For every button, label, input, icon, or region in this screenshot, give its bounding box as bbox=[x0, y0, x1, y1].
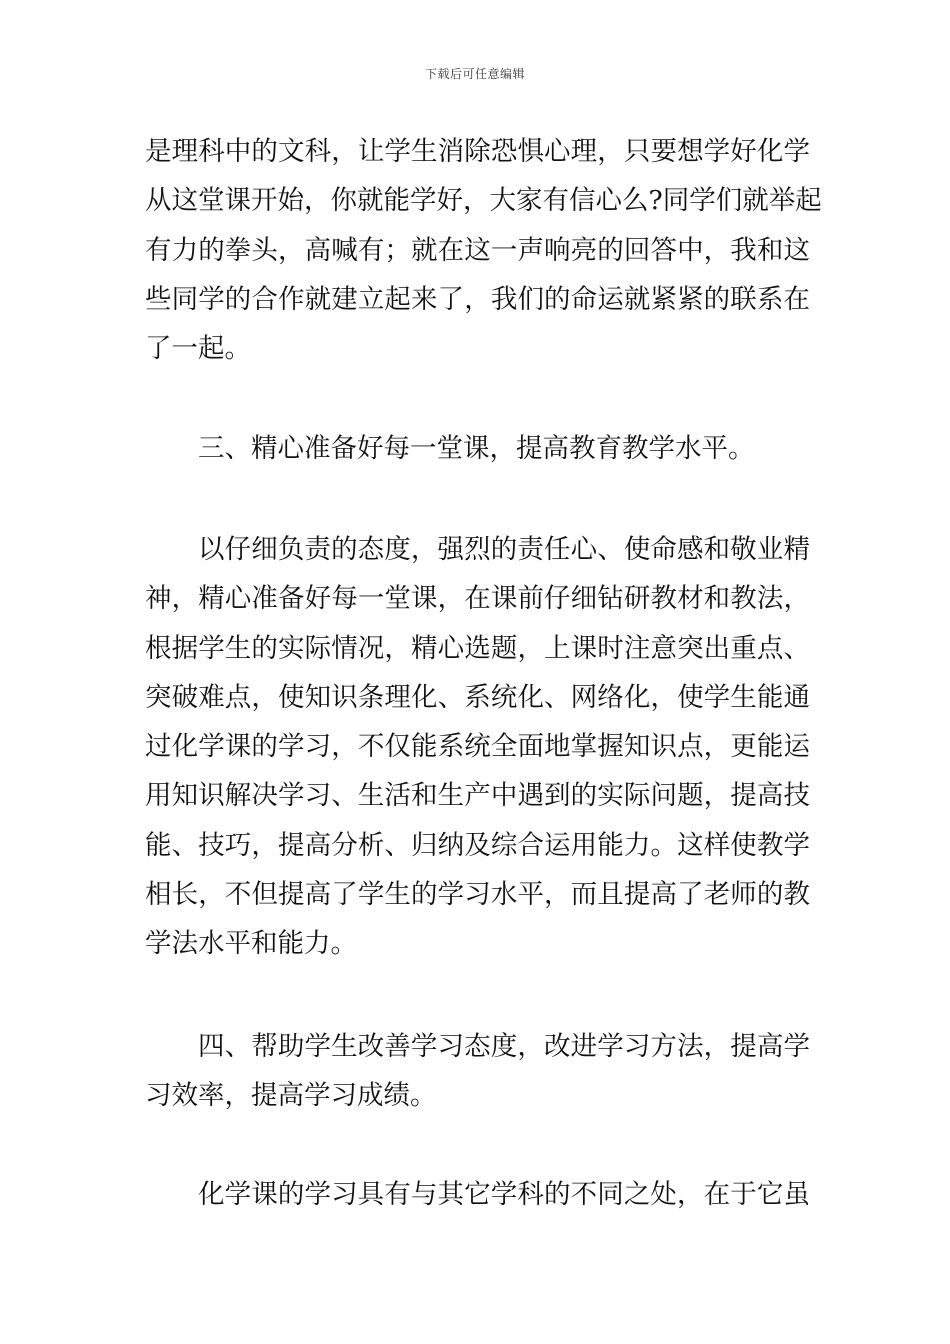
page-header: 下载后可任意编辑 bbox=[424, 67, 525, 81]
text-line: 神，精心准备好每一堂课，在课前仔细钻研教材和教法， bbox=[145, 583, 810, 615]
text-line: 从这堂课开始，你就能学好，大家有信心么?同学们就举起 bbox=[145, 185, 822, 217]
text-line: 些同学的合作就建立起来了，我们的命运就紧紧的联系在 bbox=[145, 283, 810, 315]
paragraph-5 bbox=[145, 1170, 810, 1219]
text-line: 四、帮助学生改善学习态度，改进学习方法，提高学 bbox=[198, 1031, 810, 1062]
text-line: 突破难点，使知识条理化、系统化、网络化，使学生能通 bbox=[145, 681, 810, 713]
text-line: 用知识解决学习、生活和生产中遇到的实际问题，提高技 bbox=[145, 780, 810, 812]
text-line: 三、精心准备好每一堂课，提高教育教学水平。 bbox=[198, 433, 755, 464]
section-heading-3 bbox=[145, 424, 810, 473]
text-line: 能、技巧，提高分析、归纳及综合运用能力。这样使教学 bbox=[145, 829, 810, 861]
text-line: 了一起。 bbox=[145, 333, 251, 365]
paragraph-3 bbox=[145, 525, 810, 969]
text-line: 有力的拳头，高喊有；就在这一声响亮的回答中，我和这 bbox=[145, 234, 810, 266]
text-line: 根据学生的实际情况，精心选题，上课时注意突出重点、 bbox=[145, 632, 810, 664]
text-line: 是理科中的文科，让学生消除恐惧心理，只要想学好化学 bbox=[145, 136, 810, 167]
text-line: 学法水平和能力。 bbox=[145, 928, 357, 960]
paragraph-1 bbox=[145, 127, 822, 373]
text-line: 化学课的学习具有与其它学科的不同之处，在于它虽 bbox=[198, 1179, 810, 1210]
text-line: 相长，不但提高了学生的学习水平，而且提高了老师的教 bbox=[145, 879, 810, 911]
text-line: 习效率，提高学习成绩。 bbox=[145, 1080, 437, 1112]
text-line: 以仔细负责的态度，强烈的责任心、使命感和敬业精 bbox=[198, 534, 810, 565]
text-line: 过化学课的学习，不仅能系统全面地掌握知识点，更能运 bbox=[145, 731, 810, 763]
section-heading-4 bbox=[145, 1022, 810, 1121]
